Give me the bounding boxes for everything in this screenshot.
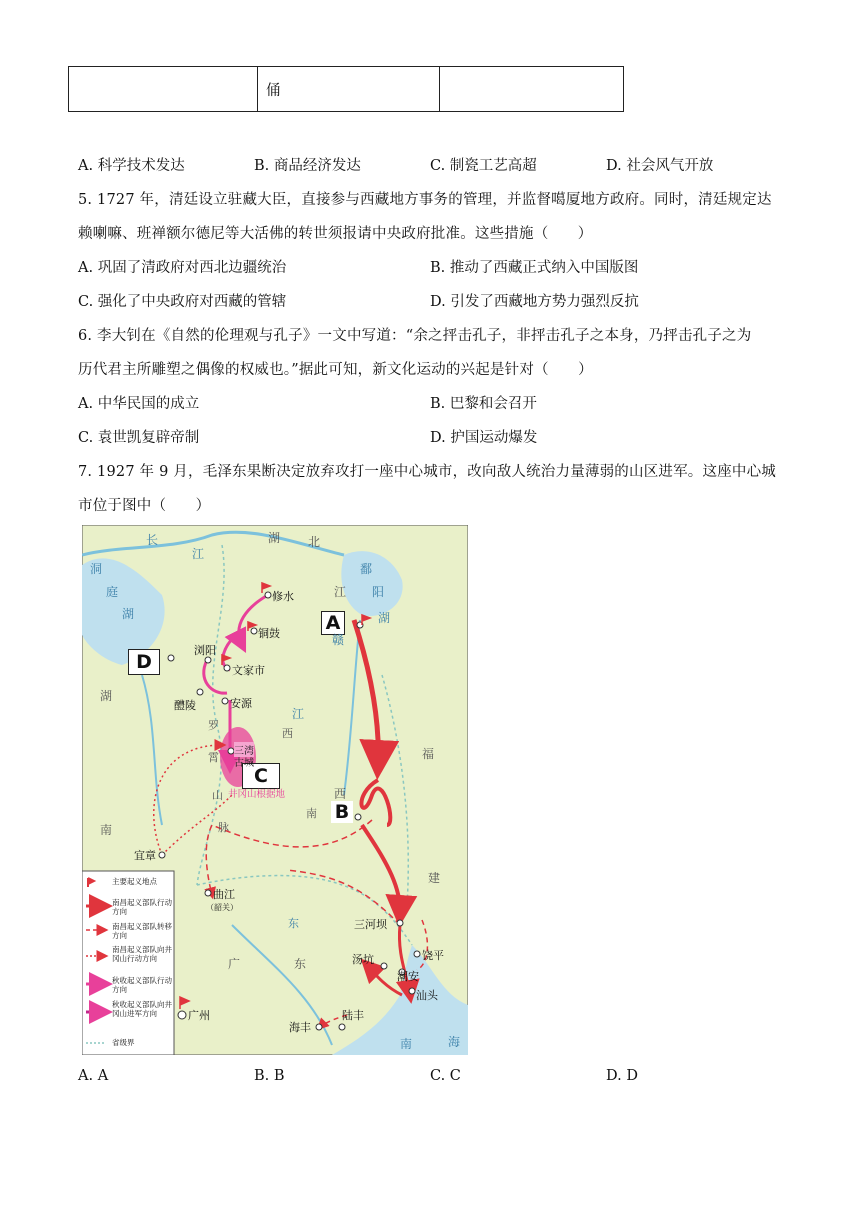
legend-item: 秋收起义部队行动方向 xyxy=(112,976,172,994)
place-raoping: 饶平 xyxy=(422,949,444,962)
q7-option-d[interactable]: D. D xyxy=(606,1068,638,1084)
region-nanhai2: 海 xyxy=(448,1035,461,1049)
q6-option-a[interactable]: A. 中华民国的成立 xyxy=(78,396,200,412)
q4-option-d[interactable]: D. 社会风气开放 xyxy=(606,158,714,174)
place-anyuan: 安源 xyxy=(230,697,252,710)
q4-option-b[interactable]: B. 商品经济发达 xyxy=(254,158,361,174)
city-dot xyxy=(159,852,165,858)
q5-stem-line1: 5. 1727 年，清廷设立驻藏大臣，直接参与西藏地方事务的管理，并监督噶厦地方政府。同时，清廷规定达 xyxy=(78,192,772,208)
q6-option-b[interactable]: B. 巴黎和会召开 xyxy=(430,396,537,412)
history-map xyxy=(82,525,468,1055)
q6-option-c[interactable]: C. 袁世凯复辟帝制 xyxy=(78,430,200,446)
city-dot xyxy=(409,988,415,994)
place-yizhang: 宜章 xyxy=(134,849,156,862)
city-dot xyxy=(355,814,361,820)
region-poyang1: 鄱 xyxy=(360,562,373,576)
place-tangkeng: 汤坑 xyxy=(352,953,374,966)
place-liling: 醴陵 xyxy=(174,699,196,712)
marker-a[interactable]: A xyxy=(321,611,345,635)
region-guangdong2: 东 xyxy=(294,957,307,971)
city-dot xyxy=(197,689,203,695)
city-dot xyxy=(222,698,228,704)
legend-item: 南昌起义部队向井冈山行动方向 xyxy=(112,945,172,963)
place-tonggu: 铜鼓 xyxy=(258,627,280,640)
q6-stem-line2: 历代君主所雕塑之偶像的权威也。”据此可知，新文化运动的兴起是针对（ ） xyxy=(78,362,593,378)
place-sanheba: 三河坝 xyxy=(354,918,387,931)
region-hu2: 湖 xyxy=(122,607,135,621)
city-dot xyxy=(316,1024,322,1030)
place-sanwan: 三湾 xyxy=(234,742,254,757)
q5-stem-line2: 赖喇嘛、班禅额尔德尼等大活佛的转世须报请中央政府批准。这些措施（ ） xyxy=(78,226,593,242)
region-nan1: 南 xyxy=(100,823,113,837)
table-cell xyxy=(69,67,258,112)
region-jiang2: 江 xyxy=(292,707,305,721)
place-wenjiashi: 文家市 xyxy=(232,664,265,677)
region-gan: 赣 xyxy=(332,633,345,647)
city-dot xyxy=(178,1011,186,1019)
legend-item: 主要起义地点 xyxy=(112,877,157,886)
region-hu3: 湖 xyxy=(378,611,391,625)
city-dot xyxy=(397,920,403,926)
city-dot xyxy=(414,951,420,957)
q5-option-b[interactable]: B. 推动了西藏正式纳入中国版图 xyxy=(430,260,639,276)
q6-stem-line1: 6. 李大钊在《自然的伦理观与孔子》一文中写道：“余之抨击孔子，非抨击孔子之本身，乃抨击孔子之为 xyxy=(78,328,752,344)
region-nanhai1: 南 xyxy=(400,1037,413,1051)
region-guangdong1: 广 xyxy=(228,957,241,971)
region-xi1: 西 xyxy=(334,787,347,801)
place-chaoan: 潮安 xyxy=(397,970,419,983)
region-dongting2: 庭 xyxy=(106,585,119,599)
city-dot xyxy=(339,1024,345,1030)
q7-option-c[interactable]: C. C xyxy=(430,1068,461,1084)
marker-c[interactable]: C xyxy=(242,763,280,789)
legend-item: 南昌起义部队转移方向 xyxy=(112,922,172,940)
marker-d[interactable]: D xyxy=(128,649,160,675)
place-lufeng: 陆丰 xyxy=(342,1009,364,1022)
legend-item: 南昌起义部队行动方向 xyxy=(112,898,172,916)
city-dot xyxy=(381,963,387,969)
region-mai: 脉 xyxy=(218,821,229,834)
region-luo: 罗 xyxy=(208,719,219,732)
region-jiangxi: 江 xyxy=(334,585,347,599)
q4-option-a[interactable]: A. 科学技术发达 xyxy=(78,158,185,174)
city-dot xyxy=(251,628,257,634)
region-dong2: 东 xyxy=(288,917,299,930)
q7-option-b[interactable]: B. B xyxy=(254,1068,285,1084)
legend-item: 秋收起义部队向井冈山进军方向 xyxy=(112,1000,172,1018)
q5-option-a[interactable]: A. 巩固了清政府对西北边疆统治 xyxy=(78,260,287,276)
q7-stem-line2: 市位于图中（ ） xyxy=(78,498,211,514)
top-table xyxy=(68,66,624,112)
place-qujiang: 曲江 xyxy=(213,888,235,901)
region-bei: 北 xyxy=(308,535,321,549)
region-dongting1: 洞 xyxy=(90,562,103,576)
region-hu1: 湖 xyxy=(268,531,281,545)
region-jiang1: 江 xyxy=(192,547,205,561)
place-gucheng: 古城 xyxy=(234,758,254,769)
region-fujian1: 福 xyxy=(422,747,435,761)
region-hunan: 湖 xyxy=(100,689,113,703)
place-xiushui: 修水 xyxy=(272,590,294,603)
city-dot xyxy=(224,665,230,671)
city-dot xyxy=(168,655,174,661)
q6-option-d[interactable]: D. 护国运动爆发 xyxy=(430,430,538,446)
legend-item: 省级界 xyxy=(112,1038,135,1047)
region-fujian2: 建 xyxy=(428,871,441,885)
q7-stem-line1: 7. 1927 年 9 月，毛泽东果断决定放弃攻打一座中心城市，改向敌人统治力量薄弱的山区进军。这座中心城 xyxy=(78,464,776,480)
table-cell xyxy=(440,67,624,112)
place-haifeng: 海丰 xyxy=(289,1021,311,1034)
q4-option-c[interactable]: C. 制瓷工艺高超 xyxy=(430,158,537,174)
region-chang: 长 xyxy=(146,533,159,547)
place-shantou: 汕头 xyxy=(416,989,438,1002)
region-shan: 山 xyxy=(212,789,223,802)
q7-option-a[interactable]: A. A xyxy=(78,1068,109,1084)
place-guangzhou: 广州 xyxy=(188,1009,210,1022)
place-jinggangshan: 井冈山根据地 xyxy=(228,789,286,800)
table-cell: 俑 xyxy=(258,67,440,112)
place-liuyang: 浏阳 xyxy=(194,644,216,657)
region-poyang2: 阳 xyxy=(372,585,385,599)
region-xi2: 西 xyxy=(282,727,293,740)
region-xiao: 霄 xyxy=(208,751,219,764)
q5-option-c[interactable]: C. 强化了中央政府对西藏的管辖 xyxy=(78,294,287,310)
city-dot xyxy=(205,890,211,896)
q5-option-d[interactable]: D. 引发了西藏地方势力强烈反抗 xyxy=(430,294,639,310)
city-dot xyxy=(265,592,271,598)
place-shaoguan: （韶关） xyxy=(206,903,238,912)
region-nan2: 南 xyxy=(306,807,317,820)
marker-b[interactable]: B xyxy=(331,801,353,823)
